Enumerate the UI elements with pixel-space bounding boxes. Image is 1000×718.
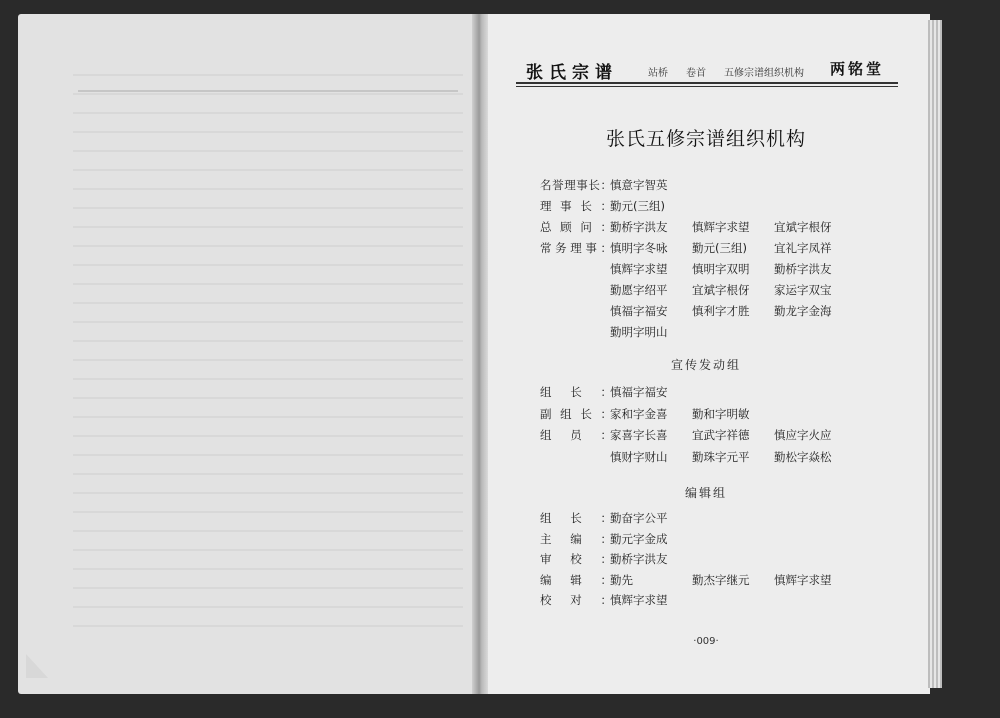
publicity-member-name: 勤松字焱松 (774, 449, 832, 464)
publicity-role-label: 组 员 ： (540, 428, 612, 442)
leadership-member-name: 勤元(三组) (692, 241, 747, 255)
page-title: 张氏五修宗谱组织机构 (605, 128, 806, 150)
editorial-member-name: 勤桥字洪友 (610, 552, 668, 566)
leadership-role-label: 常 务 理 事 ： (540, 241, 612, 255)
editorial-role-label: 主 编 ： (540, 531, 612, 546)
leadership-member-name: 慎利字才胜 (692, 304, 750, 318)
leadership-role-label: 总 顾 问 ： (540, 220, 612, 234)
leadership-member-name: 慎辉字求望 (610, 262, 668, 276)
page-number: ·009· (693, 636, 719, 647)
leadership-role-label: 名 誉 理 事 长 ： (540, 178, 612, 192)
left-page-bleedthrough-text (73, 74, 463, 634)
editorial-role-label: 校 对 ： (540, 593, 612, 607)
leadership-member-name: 勤桥字洪友 (774, 262, 832, 276)
page-edges (928, 20, 942, 688)
running-header (516, 56, 898, 84)
publicity-role-label: 副 组 长 ： (540, 406, 612, 421)
folded-corner (26, 654, 48, 678)
publicity-member-name: 慎应字火应 (774, 428, 832, 442)
editorial-role-label: 审 校 ： (540, 552, 612, 566)
publicity-role-label: 组 长 ： (540, 385, 612, 399)
leadership-member-name: 慎明字冬咏 (610, 241, 668, 255)
header-hall-name: 两铭堂 (829, 60, 884, 78)
leadership-member-name: 慎明字双明 (692, 262, 750, 276)
editorial-member-name: 勤元字金成 (610, 531, 668, 546)
publicity-member-name: 慎财字财山 (610, 449, 668, 464)
publicity-member-name: 勤和字明敏 (692, 406, 750, 421)
publicity-member-name: 慎福字福安 (610, 385, 668, 399)
editorial-role-label: 组 长 ： (540, 511, 612, 525)
editorial-member-name: 勤杰字继元 (692, 572, 750, 587)
header-section: 五修宗谱组织机构 (724, 68, 804, 79)
leadership-member-name: 慎福字福安 (610, 304, 668, 318)
leadership-member-name: 勤桥字洪友 (610, 220, 668, 234)
publicity-member-name: 家和字金喜 (610, 406, 668, 421)
editorial-member-name: 勤先 (610, 572, 633, 587)
leadership-member-name: 慎辉字求望 (692, 220, 750, 234)
section-heading-editorial: 编辑组 (684, 486, 727, 500)
leadership-member-name: 勤元(三组) (610, 199, 665, 213)
leadership-member-name: 家运字双宝 (774, 283, 832, 297)
publicity-member-name: 家喜字长喜 (610, 428, 668, 442)
editorial-role-label: 编 辑 ： (540, 572, 612, 587)
leadership-member-name: 宜礼字凤祥 (774, 241, 832, 255)
leadership-member-name: 宜斌字根伢 (692, 283, 750, 297)
header-volume: 卷首 (686, 68, 706, 79)
editorial-member-name: 慎辉字求望 (774, 572, 832, 587)
left-page (18, 14, 480, 694)
leadership-member-name: 勤明字明山 (610, 325, 668, 339)
publicity-member-name: 宜武字祥德 (692, 428, 750, 442)
editorial-member-name: 慎辉字求望 (610, 593, 668, 607)
leadership-member-name: 勤愿字绍平 (610, 283, 668, 297)
section-heading-publicity: 宣传发动组 (670, 358, 741, 372)
editorial-member-name: 勤奋字公平 (610, 511, 668, 525)
publicity-member-name: 勤珠字元平 (692, 449, 750, 464)
leadership-member-name: 勤龙字金海 (774, 304, 832, 318)
book-gutter (472, 14, 488, 694)
leadership-member-name: 宜斌字根伢 (774, 220, 832, 234)
header-book-title: 张氏宗谱 (526, 63, 618, 83)
leadership-member-name: 慎意字智英 (610, 178, 668, 192)
leadership-role-label: 理 事 长 ： (540, 199, 612, 213)
header-place: 站桥 (648, 68, 668, 79)
